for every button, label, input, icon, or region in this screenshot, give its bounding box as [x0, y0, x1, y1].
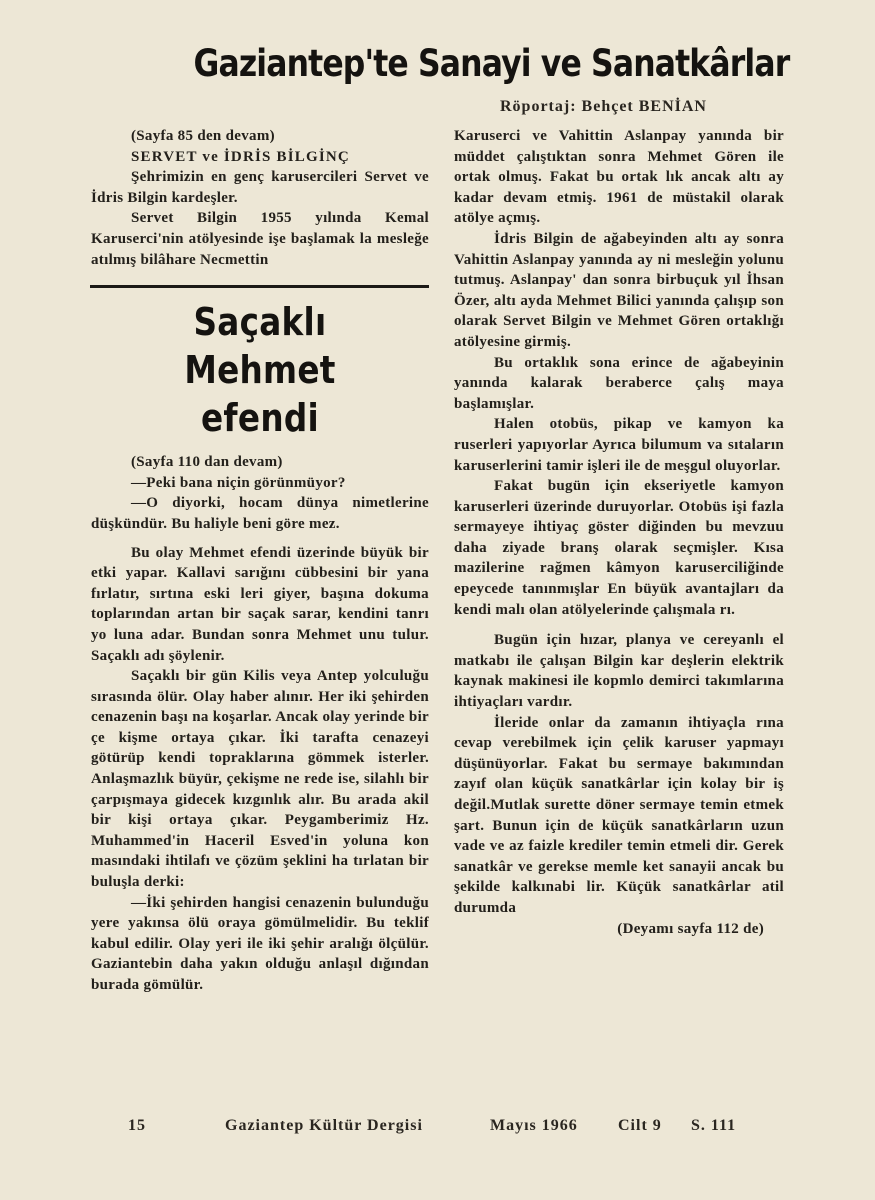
paragraph: Bu ortaklık sona erince de ağabeyinin yanında kalarak beraberce çalış maya başlamışlar.	[454, 354, 784, 412]
paragraph: İleride onlar da zamanın ihtiyaçla rına cevap verebilmek için çelik karuser yapmayı düşünüyorlar. Fakat bu sermaye bakımından zayıf olan küçük sanatkârlar için kolay bir iş değil.Mutlak surette döner sermaye temin etmek şart. Bunun için de küçük sanatkârların uzun vade ve az faizle krediler temin etmeli dir. Gerek sanatkâr ve gerekse memle ket sanayii ancak bu şekilde kalkınabi lir. Küçük sanatkârlar atil durumda	[454, 714, 784, 916]
continuation-note: (Sayfa 110 dan devam)	[131, 454, 283, 471]
dialogue-line: —O diyorki, hocam dünya nimetlerine düşkündür. Bu haliyle beni göre mez.	[91, 495, 429, 532]
paragraph: Halen otobüs, pikap ve kamyon ka ruserleri yapıyorlar Ayrıca bilumum va sıtaların karuserlerini tamir işleri ile de meşgul oluyorlar.	[454, 416, 784, 474]
paragraph: Fakat bugün için ekseriyetle kamyon karuserleri üzerinde duruyorlar. Otobüs işi fazla sermayeye ihtiyaç göster diğinden bu mevzuu daha ziyade branş olarak seçmişler. Kısa mazilerine rağmen kâmyon karuserciliğinde epeycede tanınmışlar En büyük avantajları da kendi malı olan atölyelerinde çalışmala rı.	[454, 478, 784, 618]
story-title	[115, 298, 406, 442]
dialogue-line: —Peki bana niçin görünmüyor?	[131, 474, 346, 491]
continued-note: (Deyamı sayfa 112 de)	[617, 920, 764, 937]
volume-number: Cilt 9	[618, 1117, 662, 1134]
magazine-name: Gaziantep Kültür Dergisi	[225, 1117, 423, 1134]
paragraph: Saçaklı bir gün Kilis veya Antep yolculuğu sırasında ölür. Olay haber alınır. Her iki şehirden cenazenin başı na koşarlar. Ancak olay yerinde bir çe kişme ortaya çıkar. İki tarafta cenazeyi götürüp kendi topraklarına gömmek isterler. Anlaşmazlık büyür, çekişme ne rede ise, silahlı bir çarpışmaya gidecek kızgınlık alır. Bu arada akil bir kişi ortaya çıkar. Peygamberimiz Hz. Muhammed'in Haceril Esved'in yoluna kon masındaki ihtilafı ve çözüm şeklini ha tırlatan bir buluşla derki:	[91, 668, 429, 891]
section-heading: SERVET ve İDRİS BİLGİNÇ	[131, 148, 350, 165]
issue-date: Mayıs 1966	[490, 1117, 578, 1134]
paragraph: Şehrimizin en genç karusercileri Servet ve İdris Bilgin kardeşler.	[91, 169, 429, 206]
left-column	[91, 126, 429, 996]
paragraph: Bu olay Mehmet efendi üzerinde büyük bir etki yapar. Kallavi sarığını cübbesini bir yana fırlatır, sırtına eski leri giyer, başına dokuma toplarından artan bir saçak sarar, kendini tanrı yo luna adar. Bundan sonra Mehmet unu tulur. Saçaklı adı şöylenir.	[91, 544, 429, 664]
section-divider	[90, 285, 429, 288]
paragraph: Karuserci ve Vahittin Aslanpay yanında bir müddet çalıştıktan sonra Mehmet Gören ile ortak olmuş. Fakat bu ortak lık ancak altı ay kadar devam etmiş. 1961 de müstakil olarak atölye açmış.	[454, 128, 784, 227]
story-title-line-2: efendi	[201, 396, 319, 441]
paragraph: —İki şehirden hangisi cenazenin bulunduğu yere yakınsa ölü oraya gömülmelidir. Bu teklif kabul edilir. Olay yeri ile iki şehir aralığı ölçülür. Gaziantebin daha yakın olduğu anlaşıl dığından burada gömülür.	[91, 894, 429, 993]
issue-number: S. 111	[691, 1117, 737, 1134]
continuation-note: (Sayfa 85 den devam)	[131, 128, 275, 144]
right-column	[454, 126, 784, 939]
paragraph: İdris Bilgin de ağabeyinden altı ay sonra Vahittin Aslanpay yanında ay ni mesleğin yolunu tutmuş. Aslanpay' dan sonra birbuçuk yıl İhsan Özer, altı ayda Mehmet Bilici yanında çalışıp son olarak Servet Bilgin ve Mehmet Gören ortaklığı atölyesine girmiş.	[454, 230, 784, 350]
story-title-line-1: Saçaklı Mehmet	[184, 300, 336, 393]
article-headline: Gaziantep'te Sanayi ve Sanatkârlar	[193, 42, 790, 85]
article-byline: Röportaj: Behçet BENİAN	[500, 98, 707, 115]
page-number: 15	[128, 1117, 146, 1134]
paragraph: Bugün için hızar, planya ve cereyanlı el matkabı ile çalışan Bilgin kar deşlerin elektrik kaynak makinesi ile kopmlo demirci takımlarına ihtiyaçları vardır.	[454, 632, 784, 711]
paragraph: Servet Bilgin 1955 yılında Kemal Karuserci'nin atölyesinde işe başlamak la mesleğe atılmış bilâhare Necmettin	[91, 210, 429, 268]
